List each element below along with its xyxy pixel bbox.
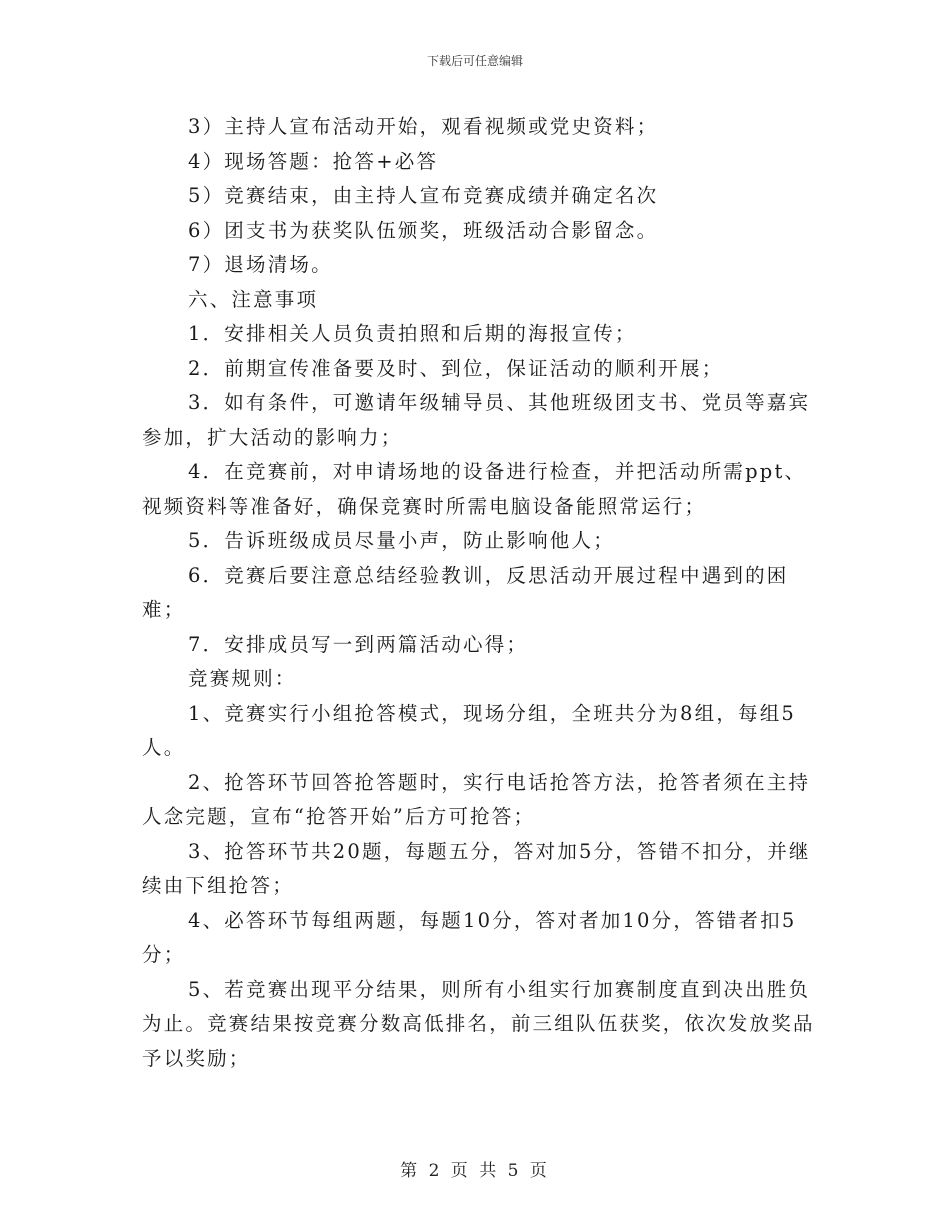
paragraph-note-1: 1．安排相关人员负责拍照和后期的海报宣传； [188,322,637,345]
paragraph-step-3: 3）主持人宣布活动开始，观看视频或党史资料； [188,115,659,138]
section-heading-notes: 六、注意事项 [188,287,319,311]
paragraph-step-4: 4）现场答题：抢答+必答 [188,149,439,173]
document-body [142,110,822,1076]
section-heading-rules: 竞赛规则： [188,667,297,690]
page-number: 第 2 页 共 5 页 [400,1161,550,1181]
paragraph-step-7: 7）退场清场。 [188,253,333,276]
paragraph-note-7: 7．安排成员写一到两篇活动心得； [188,632,529,656]
page-header: 下载后可任意编辑 [426,54,523,68]
paragraph-rule-3: 3、抢答环节共20题，每题五分，答对加5分，答错不扣分，并继续由下组抢答； [142,839,811,897]
paragraph-rule-1: 1、竞赛实行小组抢答模式，现场分组，全班共分为8组，每组5人。 [142,701,797,759]
paragraph-rule-2: 2、抢答环节回答抢答题时，实行电话抢答方法，抢答者须在主持人念完题，宣布“抢答开始”后方可抢答； [142,770,811,828]
paragraph-step-6: 6）团支书为获奖队伍颁奖，班级活动合影留念。 [188,218,659,242]
paragraph-note-3: 3．如有条件，可邀请年级辅导员、其他班级团支书、党员等嘉宾参加，扩大活动的影响力； [142,391,811,449]
paragraph-note-5: 5．告诉班级成员尽量小声，防止影响他人； [188,529,615,552]
paragraph-note-2: 2．前期宣传准备要及时、到位，保证活动的顺利开展； [188,356,724,380]
paragraph-step-5: 5）竞赛结束，由主持人宣布竞赛成绩并确定名次 [188,184,659,207]
paragraph-rule-4: 4、必答环节每组两题，每题10分，答对者加10分，答错者扣5分； [142,908,797,966]
paragraph-note-6: 6．竞赛后要注意总结经验教训，反思活动开展过程中遇到的困难； [142,563,789,621]
paragraph-rule-5: 5、若竞赛出现平分结果，则所有小组实行加赛制度直到决出胜负为止。竞赛结果按竞赛分数高低排名，前三组队伍获奖，依次发放奖品予以奖励； [142,977,815,1070]
paragraph-note-4: 4．在竞赛前，对申请场地的设备进行检查，并把活动所需ppt、视频资料等准备好，确保竞赛时所需电脑设备能照常运行； [142,460,807,518]
